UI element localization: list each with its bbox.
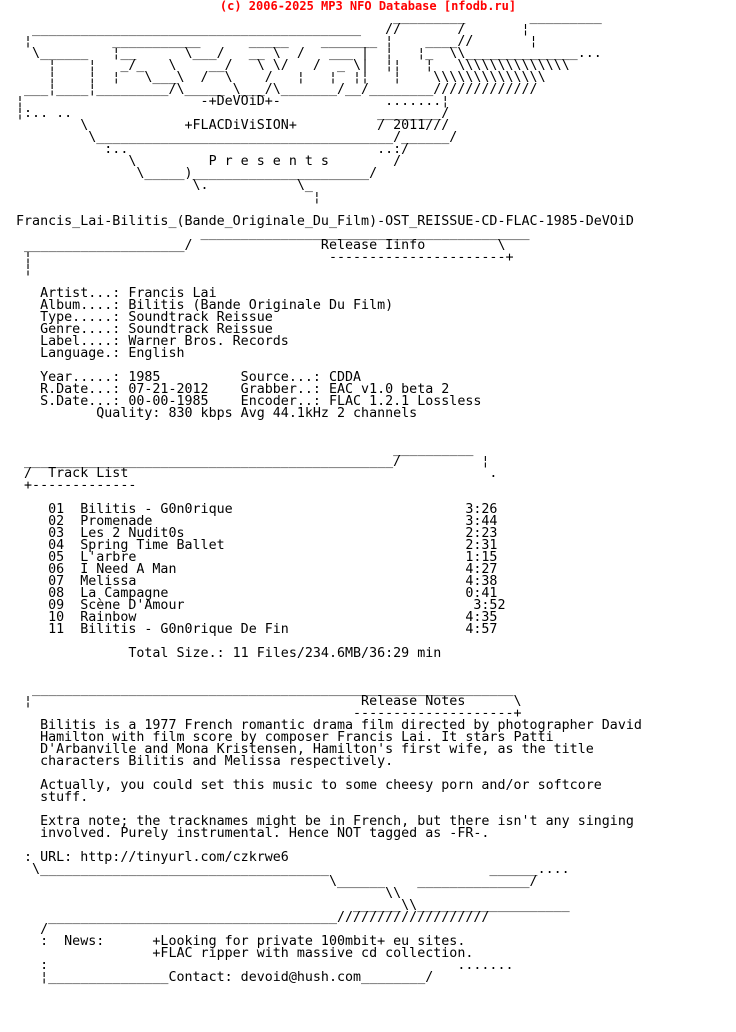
nfo-line (16, 420, 642, 432)
nfo-line: \ P r e s e n t s / (16, 154, 402, 169)
nfo-line: Hamilton with film score by composer Francis Lai. It stars Patti (16, 730, 554, 745)
nfo-line: Extra note; the tracknames might be in French, but there isn't any singing (16, 814, 634, 829)
nfo-line: +FLAC ripper with massive cd collection. (16, 946, 474, 961)
nfo-line: ¦ Release Notes \ (16, 694, 522, 709)
nfo-line: ¦ (16, 262, 33, 277)
nfo-line: Language.: English (16, 346, 185, 361)
nfo-line: Total Size.: 11 Files/234.6MB/36:29 min (16, 646, 442, 661)
nfo-line: +------------- (16, 478, 137, 493)
nfo-line: __________ (16, 442, 474, 457)
nfo-line: Actually, you could set this music to some cheesy porn and/or softcore (16, 778, 602, 793)
nfo-line: :.. ..:/ (16, 142, 410, 157)
nfo-line: Type.....: Soundtrack Reissue (16, 310, 273, 325)
site-banner: (c) 2006-2025 MP3 NFO Database [nfodb.ru] (219, 0, 517, 13)
nfo-line: : URL: http://tinyurl.com/czkrwe6 (16, 850, 289, 865)
nfo-line: / Track List . (16, 466, 498, 481)
nfo-line: 03 Les 2 Nudit0s 2:23 (16, 526, 498, 541)
nfo-line: Year.....: 1985 Source...: CDDA (16, 370, 362, 385)
nfo-line: 01 Bilitis - G0n0rique 3:26 (16, 502, 498, 517)
nfo-line: \. \_ (16, 178, 313, 193)
nfo-line: \_____________________________________/______/ (16, 130, 458, 145)
nfo-line: ¦ ¦ ¦ \___\ / \ / ¦ ¦ ¦¦ ¦ \\\\\\\\\\\\\\ (16, 70, 546, 85)
nfo-line: ____________________________________________________________ (16, 682, 514, 697)
nfo-line: D'Arbanville and Mona Kristensen, Hamilton's first wife, as the title (16, 742, 594, 757)
nfo-line: involved. Purely instrumental. Hence NOT tagged as -FR-. (16, 826, 490, 841)
nfo-line: Bilitis is a 1977 French romantic drama film directed by photographer David (16, 718, 642, 733)
nfo-line: : ....... (16, 958, 514, 973)
nfo-line: _________ _________ (16, 10, 602, 25)
nfo-line: 08 La Campagne 0:41 (16, 586, 498, 601)
nfo-line: ____________________________________/////////////////// (16, 910, 490, 925)
nfo-document (16, 12, 642, 984)
nfo-line: 11 Bilitis - G0n0rique De Fin 4:57 (16, 622, 498, 637)
nfo-line: 09 Scène D'Amour 3:52 (16, 598, 506, 613)
nfo-line: \ +FLACDiViSION+ / 2011/// (16, 118, 450, 133)
nfo-line: R.Date...: 07-21-2012 Grabber..: EAC v1.0 beta 2 (16, 382, 450, 397)
nfo-line: ¦ (16, 190, 321, 205)
nfo-line: 07 Melissa 4:38 (16, 574, 498, 589)
nfo-line: ____________________/ Release Iinfo \ (16, 238, 506, 253)
nfo-line: ¦ ¦ _/_ \ __/ \ \/ / _ \| ¦¦ ¦ \\\\\\\\\\\\\\ (16, 58, 570, 73)
nfo-line: _________________________________________ (16, 226, 530, 241)
nfo-line: ¦_______________Contact: devoid@hush.com________/ (16, 970, 434, 985)
nfo-line: ¦ -+DeVOiD+- .......¦ (16, 94, 450, 109)
nfo-line: Label....: Warner Bros. Records (16, 334, 289, 349)
nfo-line: 02 Promenade 3:44 (16, 514, 498, 529)
nfo-line: 06 I Need A Man 4:27 (16, 562, 498, 577)
nfo-line: --------------------+ (16, 706, 522, 721)
nfo-line: 04 Spring Time Ballet 2:31 (16, 538, 498, 553)
nfo-line: stuff. (16, 790, 89, 805)
nfo-line: Artist...: Francis Lai (16, 286, 217, 301)
nfo-line: ______\\___________________ (16, 898, 570, 913)
nfo-line: \\ (16, 886, 402, 901)
nfo-line: : News: +Looking for private 100mbit+ eu sites. (16, 934, 466, 949)
nfo-line: \_____)______________________/ (16, 166, 378, 181)
nfo-line: 10 Rainbow 4:35 (16, 610, 498, 625)
nfo-line: ___¦____¦_________/\_____ \___/\_______/__/________///////////// (16, 82, 538, 97)
nfo-line: ______________________________________________/ ¦ (16, 454, 490, 469)
nfo-line (16, 660, 642, 672)
nfo-line: \____________________________________ ______.... (16, 862, 570, 877)
nfo-line: / (16, 922, 49, 937)
nfo-line: S.Date...: 00-00-1985 Encoder..: FLAC 1.2.1 Lossless (16, 394, 482, 409)
nfo-line: \______ ¦__ \___/ __ \ / ___ | ¦ ¦_ \\______________... (16, 46, 602, 61)
nfo-line: Album....: Bilitis (Bande Originale Du Film) (16, 298, 394, 313)
nfo-line: ¦ ----------------------+ (16, 250, 514, 265)
nfo-line: ¦:.. .. ________/ (16, 106, 450, 121)
nfo-line: _________________________________________ // / ¦ (16, 22, 530, 37)
nfo-line: \______ ______________/ (16, 874, 538, 889)
nfo-line: 05 L'arbre 1:15 (16, 550, 498, 565)
nfo-line: Quality: 830 kbps Avg 44.1kHz 2 channels (16, 406, 418, 421)
nfo-line: ¦ ___________ _____ _______ ¦ ____// ¦ (16, 34, 538, 49)
nfo-line: Francis_Lai-Bilitis_(Bande_Originale_Du_Film)-OST_REISSUE-CD-FLAC-1985-DeVOiD (16, 214, 634, 229)
nfo-line: characters Bilitis and Melissa respectively. (16, 754, 394, 769)
nfo-line: Genre....: Soundtrack Reissue (16, 322, 273, 337)
